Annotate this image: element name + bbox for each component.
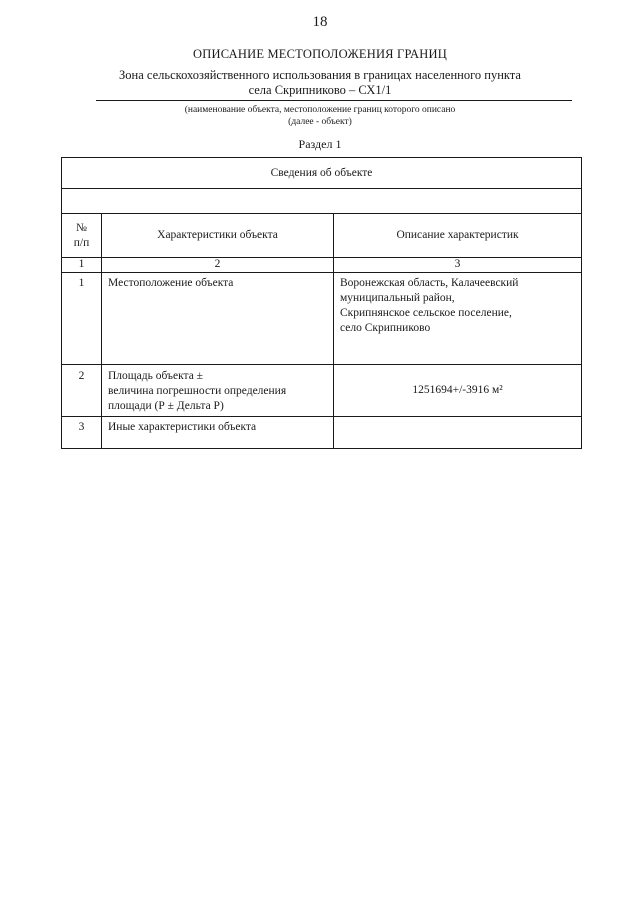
subject-line-1: Зона сельскохозяйственного использования в границах населенного пункта [119,68,521,82]
column-header-num [62,214,102,258]
row-description [334,273,582,365]
row-characteristic: Местоположение объекта [102,273,334,365]
object-caption [60,104,580,128]
column-header-num-line-1: № [76,221,87,234]
row-num: 1 [62,273,102,365]
description-line: муниципальный район, [340,292,455,304]
row-characteristic: Иные характеристики объекта [102,417,334,449]
column-header-row [62,214,582,258]
description-line: Воронежская область, Калачеевский [340,277,519,289]
section-label: Раздел 1 [298,137,342,151]
description-line: село Скрипниково [340,322,431,334]
characteristic-line: величина погрешности определения [108,385,287,397]
underline-rule [96,100,572,101]
table-row [62,417,582,449]
column-header-characteristics: Характеристики объекта [102,214,334,258]
page-number: 18 [312,14,328,30]
column-number-2: 2 [102,258,334,273]
column-number-3: 3 [334,258,582,273]
table-heading: Сведения об объекте [62,158,582,189]
object-info-table-wrap [61,157,581,449]
caption-line-1: (наименование объекта, местоположение границ которого описано [184,105,456,115]
object-info-table [61,157,582,449]
description-line: Скрипнянское сельское поселение, [340,307,512,319]
column-number-row [62,258,582,273]
empty-cell [62,189,582,214]
caption-line-2: (далее - объект) [288,117,352,127]
row-description [334,417,582,449]
object-subject [60,68,580,98]
table-heading-row [62,158,582,189]
characteristic-line: Площадь объекта ± [108,370,203,382]
table-empty-row [62,189,582,214]
characteristic-line: площади (Р ± Дельта Р) [108,400,224,412]
column-header-description: Описание характеристик [334,214,582,258]
subject-line-2: села Скрипниково – СХ1/1 [248,83,392,97]
row-num: 3 [62,417,102,449]
table-row [62,273,582,365]
row-characteristic [102,365,334,417]
column-header-num-line-2: п/п [73,236,90,249]
column-number-1: 1 [62,258,102,273]
table-row [62,365,582,417]
row-num: 2 [62,365,102,417]
row-description: 1251694+/-3916 м² [334,365,582,417]
document-title: ОПИСАНИЕ МЕСТОПОЛОЖЕНИЯ ГРАНИЦ [193,47,447,61]
